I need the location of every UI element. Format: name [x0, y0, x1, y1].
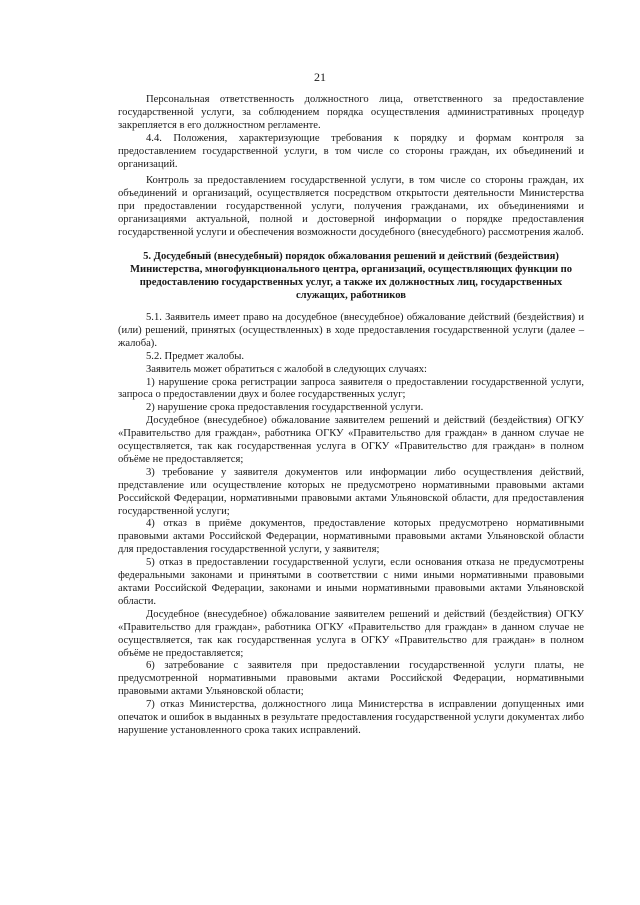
paragraph: Досудебное (внесудебное) обжалование заявителем решений и действий (бездействия) ОГКУ «Правительство для граждан», работника ОГКУ «Правительство для граждан» в данном случае не осуществляется, так как государственная услуга в ОГКУ «Правительство для граждан» в полном объёме не предоставляется; [118, 415, 584, 465]
section-heading: 5. Досудебный (внесудебный) порядок обжалования решений и действий (бездействия) Министерства, многофункционального центра, организаций, осуществляющих функции по предоставлению государственных услуг, а также их должностных лиц, государственных служащих, работников [129, 250, 572, 301]
paragraph: Персональная ответственность должностного лица, ответственного за предоставление государственной услуги, за соблюдением порядка осуществления административных процедур закрепляется в его должностном регламенте. [118, 94, 584, 131]
paragraph: 4.4. Положения, характеризующие требования к порядку и формам контроля за предоставлением государственной услуги, в том числе со стороны граждан, их объединений и организаций. [118, 132, 584, 170]
paragraph: Контроль за предоставлением государственной услуги, в том числе со стороны граждан, их объединений и организаций, осуществляется посредством открытости деятельности Министерства при предоставлении государственной услуги, получения гражданами, их объединениями и организациями актуальной, полной и достоверной информации о порядке предоставления государственной услуги и обеспечения возможности досудебного (внесудебного) рассмотрения жалоб. [118, 175, 584, 239]
list-item: 5) отказ в предоставлении государственной услуги, если основания отказа не предусмотрены федеральными законами и принятыми в соответствии с ними иными нормативными правовыми актами Российской Федерации, законами и иными нормативными правовыми актами Ульяновской области. [118, 557, 584, 607]
page-number: 21 [314, 70, 326, 84]
paragraph: 5.1. Заявитель имеет право на досудебное (внесудебное) обжалование действий (бездействия) и (или) решений, принятых (осуществленных) в ходе предоставления государственной услуги (далее – жалоба). [118, 311, 584, 349]
list-item: 1) нарушение срока регистрации запроса заявителя о предоставлении государственной услуги, запроса о предоставлении двух и более государственных услуг; [118, 376, 584, 401]
list-item: 6) затребование с заявителя при предоставлении государственной услуги платы, не предусмотренной нормативными правовыми актами Российской Федерации, нормативными правовыми актами Ульяновской области; [118, 660, 584, 698]
list-item: 7) отказ Министерства, должностного лица Министерства в исправлении допущенных ими опечаток и ошибок в выданных в результате предоставления государственной услуги документах либо нарушение установленного срока таких исправлений. [118, 699, 584, 736]
paragraph: Заявитель может обратиться с жалобой в следующих случаях: [146, 363, 427, 375]
paragraph: Досудебное (внесудебное) обжалование заявителем решений и действий (бездействия) ОГКУ «Правительство для граждан», работника ОГКУ «Правительство для граждан» в данном случае не осуществляется, так как государственная услуга в ОГКУ «Правительство для граждан» в полном объёме не предоставляется; [118, 608, 584, 659]
paragraph: 5.2. Предмет жалобы. [146, 350, 244, 362]
document-body [118, 94, 584, 738]
list-item: 3) требование у заявителя документов или информации либо осуществления действий, представление или осуществление которых не предусмотрено нормативными правовыми актами Российской Федерации, нормативными правовыми актами Ульяновской области, для предоставления государственной услуги; [118, 466, 584, 517]
list-item: 4) отказ в приёме документов, предоставление которых предусмотрено нормативными правовыми актами Российской Федерации, нормативными правовыми актами Ульяновской области для предоставления государственной услуги, у заявителя; [118, 518, 584, 556]
list-item: 2) нарушение срока предоставления государственной услуги. [146, 402, 424, 414]
